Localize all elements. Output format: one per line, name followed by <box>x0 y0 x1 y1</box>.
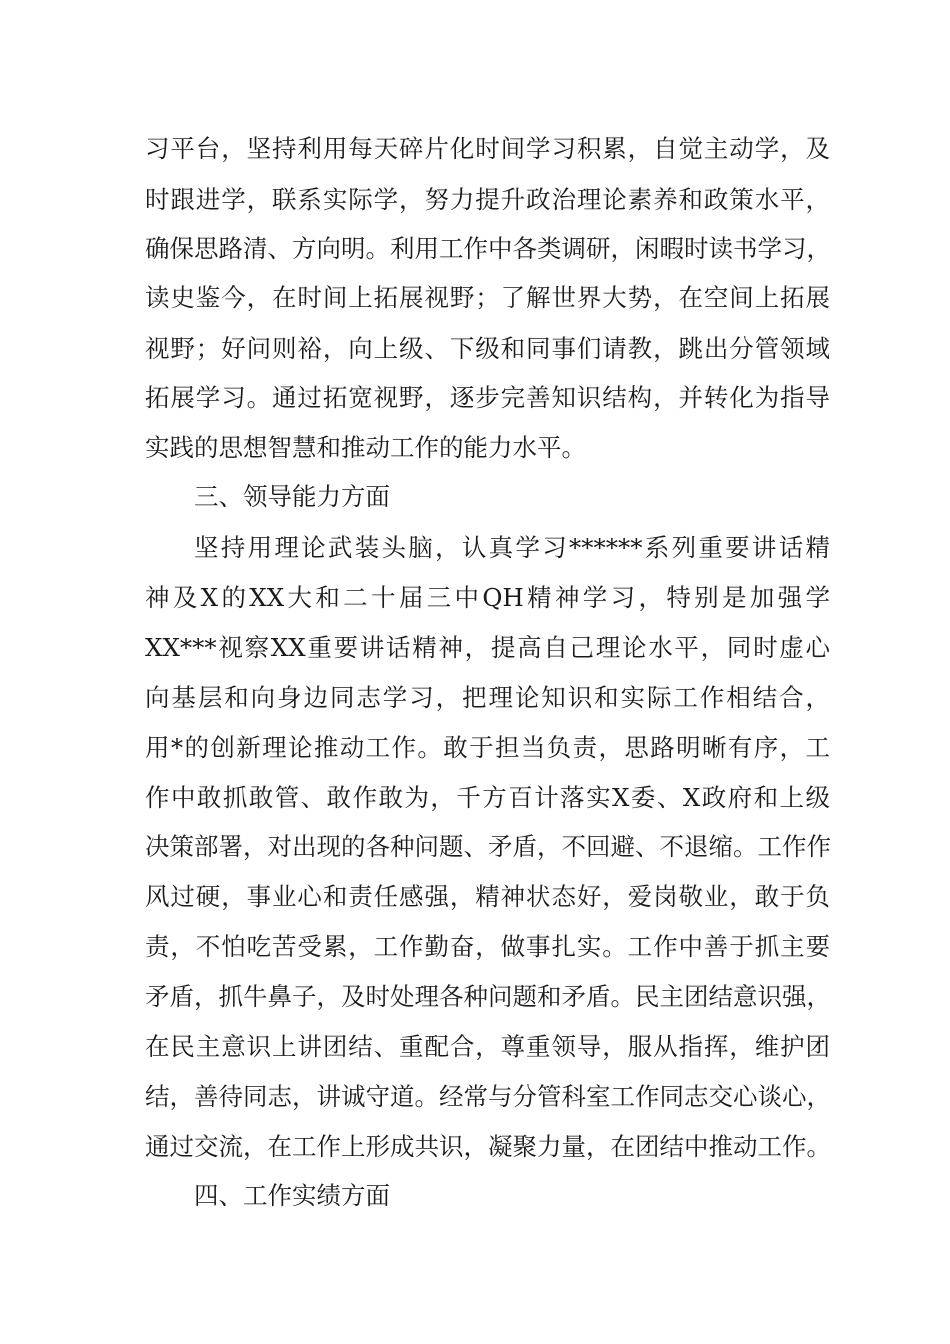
paragraph-line: 结，善待同志，讲诚守道。经常与分管科室工作同志交心谈心， <box>145 1082 831 1111</box>
paragraph-line: 实践的思想智慧和推动工作的能力水平。 <box>145 433 586 462</box>
paragraph-line: 决策部署，对出现的各种问题、矛盾，不回避、不退缩。工作作 <box>145 832 831 861</box>
paragraph-line: 用*的创新理论推动工作。敢于担当负责，思路明晰有序，工 <box>145 733 830 762</box>
paragraph-line: 坚持用理论武装头脑，认真学习******系列重要讲话精 <box>194 533 830 562</box>
paragraph-line: XX***视察XX重要讲话精神，提高自己理论水平，同时虚心 <box>145 633 830 662</box>
paragraph-line: 向基层和向身边同志学习，把理论知识和实际工作相结合， <box>145 683 830 712</box>
paragraph-line: 矛盾，抓牛鼻子，及时处理各种问题和矛盾。民主团结意识强， <box>145 982 831 1011</box>
paragraph-line: 神及X的XX大和二十届三中QH精神学习，特别是加强学 <box>145 583 830 612</box>
paragraph-line: 时跟进学，联系实际学，努力提升政治理论素养和政策水平， <box>145 185 830 214</box>
paragraph-line: 读史鉴今，在时间上拓展视野；了解世界大势，在空间上拓展 <box>145 283 830 312</box>
paragraph-line: 在民主意识上讲团结、重配合，尊重领导，服从指挥，维护团 <box>145 1032 830 1061</box>
section-heading: 四、工作实绩方面 <box>194 1181 390 1210</box>
paragraph-line: 作中敢抓敢管、敢作敢为，千方百计落实X委、X政府和上级 <box>145 783 830 812</box>
paragraph-line: 视野；好问则裕，向上级、下级和同事们请教，跳出分管领域 <box>145 334 830 363</box>
paragraph-line: 拓展学习。通过拓宽视野，逐步完善知识结构，并转化为指导 <box>145 383 830 412</box>
paragraph-line: 通过交流，在工作上形成共识，凝聚力量，在团结中推动工作。 <box>145 1132 831 1161</box>
section-heading: 三、领导能力方面 <box>194 482 390 511</box>
paragraph-line: 确保思路清、方向明。利用工作中各类调研，闲暇时读书学习， <box>145 234 831 263</box>
paragraph-line: 风过硬，事业心和责任感强，精神状态好，爱岗敬业，敢于负 <box>145 882 830 911</box>
paragraph-line: 习平台，坚持利用每天碎片化时间学习积累，自觉主动学，及 <box>145 134 830 163</box>
paragraph-line: 责，不怕吃苦受累，工作勤奋，做事扎实。工作中善于抓主要 <box>145 932 830 961</box>
